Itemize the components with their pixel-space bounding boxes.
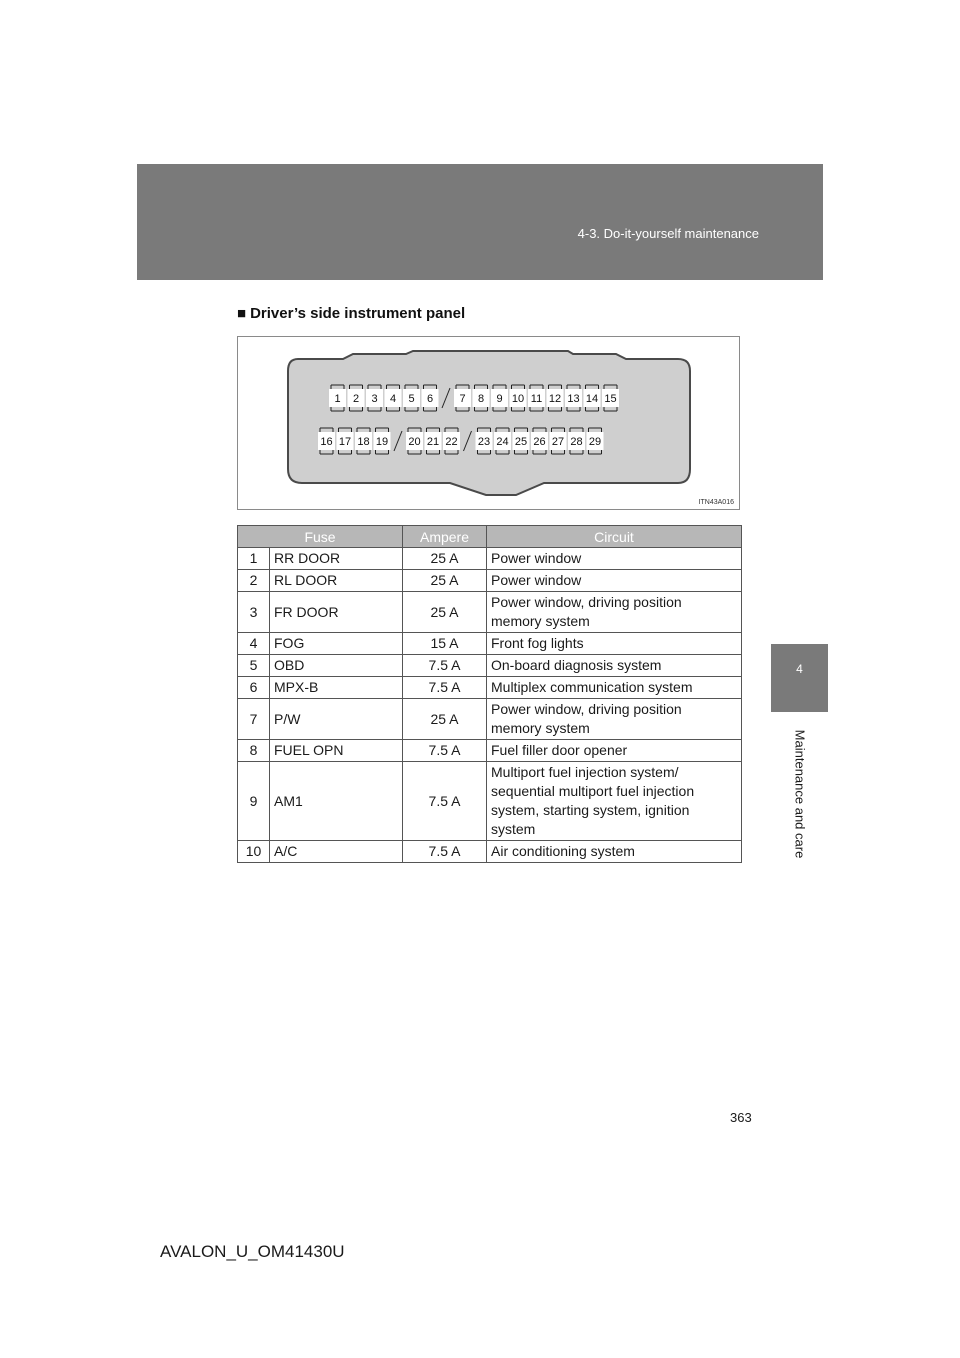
circuit-line: Multiport fuel injection system/ xyxy=(491,764,679,780)
section-heading xyxy=(237,305,465,322)
fuse-slot-number: 20 xyxy=(408,436,421,448)
fuse-slot-number: 16 xyxy=(320,436,333,448)
circuit-line: Power window, driving position xyxy=(491,701,682,717)
fuse-slot-number: 18 xyxy=(357,436,370,448)
circuit-cell xyxy=(487,570,742,592)
fuse-slot-number: 15 xyxy=(604,393,617,405)
circuit-line: On-board diagnosis system xyxy=(491,657,662,673)
table-row xyxy=(238,677,742,699)
table-row xyxy=(238,699,742,740)
circuit-line: Multiplex communication system xyxy=(491,679,693,695)
fuse-number-cell: 7 xyxy=(238,699,270,740)
table-row xyxy=(238,633,742,655)
table-header-row xyxy=(238,526,742,548)
table-row xyxy=(238,740,742,762)
circuit-line: memory system xyxy=(491,613,590,629)
fuse-slot-number: 28 xyxy=(570,436,583,448)
fuse-slot-number: 4 xyxy=(389,393,397,405)
circuit-line: memory system xyxy=(491,720,590,736)
column-header-circuit: Circuit xyxy=(487,526,742,548)
fuse-slot-number: 1 xyxy=(334,393,341,405)
circuit-line: Air conditioning system xyxy=(491,843,635,859)
fuse-slot-number: 19 xyxy=(375,436,389,448)
circuit-cell xyxy=(487,592,742,633)
ampere-cell: 7.5 A xyxy=(403,762,487,841)
circuit-cell xyxy=(487,655,742,677)
circuit-cell xyxy=(487,762,742,841)
fuse-number-cell: 3 xyxy=(238,592,270,633)
column-header-ampere: Ampere xyxy=(403,526,487,548)
circuit-cell xyxy=(487,699,742,740)
circuit-line: sequential multiport fuel injection xyxy=(491,783,695,799)
fuse-name-cell: FOG xyxy=(270,633,403,655)
circuit-cell xyxy=(487,740,742,762)
fuse-number-cell: 1 xyxy=(238,548,270,570)
circuit-line: system, starting system, ignition xyxy=(491,802,690,818)
circuit-line: Fuel filler door opener xyxy=(491,742,628,758)
manual-code: AVALON_U_OM41430U xyxy=(160,1242,345,1261)
ampere-cell: 7.5 A xyxy=(403,740,487,762)
fuse-name-cell: FUEL OPN xyxy=(270,740,403,762)
table-row xyxy=(238,655,742,677)
circuit-cell xyxy=(487,677,742,699)
fuse-slot-number: 10 xyxy=(511,393,525,405)
fuse-slot-number: 21 xyxy=(426,436,440,448)
circuit-cell xyxy=(487,633,742,655)
fuse-name-cell: AM1 xyxy=(270,762,403,841)
fuse-slot-number: 9 xyxy=(496,393,503,405)
chapter-number: 4 xyxy=(796,662,803,676)
fuse-slot-number: 13 xyxy=(567,393,580,405)
section-heading-text: Driver’s side instrument panel xyxy=(250,305,466,322)
fuse-slot-number: 5 xyxy=(408,393,415,405)
table-row xyxy=(238,762,742,841)
fuse-name-cell: RR DOOR xyxy=(270,548,403,570)
square-bullet-icon: ■ xyxy=(237,305,247,322)
ampere-cell: 7.5 A xyxy=(403,655,487,677)
fuse-slot-number: 2 xyxy=(352,393,360,405)
fuse-slot-number: 12 xyxy=(548,393,562,405)
fuse-slot-number: 24 xyxy=(496,436,509,448)
table-row xyxy=(238,841,742,863)
fuse-number-cell: 9 xyxy=(238,762,270,841)
fuse-slot-number: 25 xyxy=(514,436,528,448)
table-row xyxy=(238,548,742,570)
fuse-slot-number: 8 xyxy=(477,393,485,405)
ampere-cell: 7.5 A xyxy=(403,841,487,863)
circuit-cell xyxy=(487,841,742,863)
circuit-line: Front fog lights xyxy=(491,635,584,651)
fuse-number-cell: 6 xyxy=(238,677,270,699)
fuse-slot-number: 7 xyxy=(459,393,466,405)
fuse-slot-number: 11 xyxy=(530,393,543,405)
fuse-slot-number: 22 xyxy=(445,436,458,448)
fuse-number-cell: 5 xyxy=(238,655,270,677)
chapter-tab xyxy=(771,644,828,712)
fuse-name-cell: P/W xyxy=(270,699,403,740)
fuse-slot-number: 29 xyxy=(588,436,602,448)
table-row xyxy=(238,592,742,633)
fuse-name-cell: FR DOOR xyxy=(270,592,403,633)
ampere-cell: 15 A xyxy=(403,633,487,655)
fuse-slot-number: 6 xyxy=(426,393,434,405)
circuit-cell xyxy=(487,548,742,570)
fuse-box-figure xyxy=(237,336,740,510)
fuse-table xyxy=(237,525,742,863)
fuse-number-cell: 10 xyxy=(238,841,270,863)
fuse-number-cell: 8 xyxy=(238,740,270,762)
fuse-box-diagram xyxy=(238,337,741,511)
ampere-cell: 7.5 A xyxy=(403,677,487,699)
circuit-line: Power window xyxy=(491,550,582,566)
ampere-cell: 25 A xyxy=(403,570,487,592)
ampere-cell: 25 A xyxy=(403,592,487,633)
fuse-name-cell: MPX-B xyxy=(270,677,403,699)
circuit-line: Power window, driving position xyxy=(491,594,682,610)
fuse-slot-number: 27 xyxy=(551,436,565,448)
fuse-name-cell: OBD xyxy=(270,655,403,677)
fuse-number-cell: 2 xyxy=(238,570,270,592)
section-title: 4-3. Do-it-yourself maintenance xyxy=(577,226,759,241)
fuse-name-cell: RL DOOR xyxy=(270,570,403,592)
column-header-fuse: Fuse xyxy=(238,526,403,548)
chapter-label-text: Maintenance and care xyxy=(792,729,808,859)
table-row xyxy=(238,570,742,592)
fuse-slot-number: 26 xyxy=(533,436,546,448)
fuse-panel-outline xyxy=(288,351,690,495)
fuse-slot-number: 14 xyxy=(585,393,599,405)
circuit-line: system xyxy=(491,821,536,837)
fuse-slot-number: 3 xyxy=(371,393,378,405)
fuse-slot-number: 17 xyxy=(338,436,352,448)
figure-code: ITN43A016 xyxy=(698,499,734,506)
header-band xyxy=(137,164,823,280)
ampere-cell: 25 A xyxy=(403,548,487,570)
circuit-line: Power window xyxy=(491,572,582,588)
ampere-cell: 25 A xyxy=(403,699,487,740)
fuse-slot-number: 23 xyxy=(477,436,491,448)
page-number: 363 xyxy=(730,1110,752,1125)
fuse-number-cell: 4 xyxy=(238,633,270,655)
fuse-name-cell: A/C xyxy=(270,841,403,863)
